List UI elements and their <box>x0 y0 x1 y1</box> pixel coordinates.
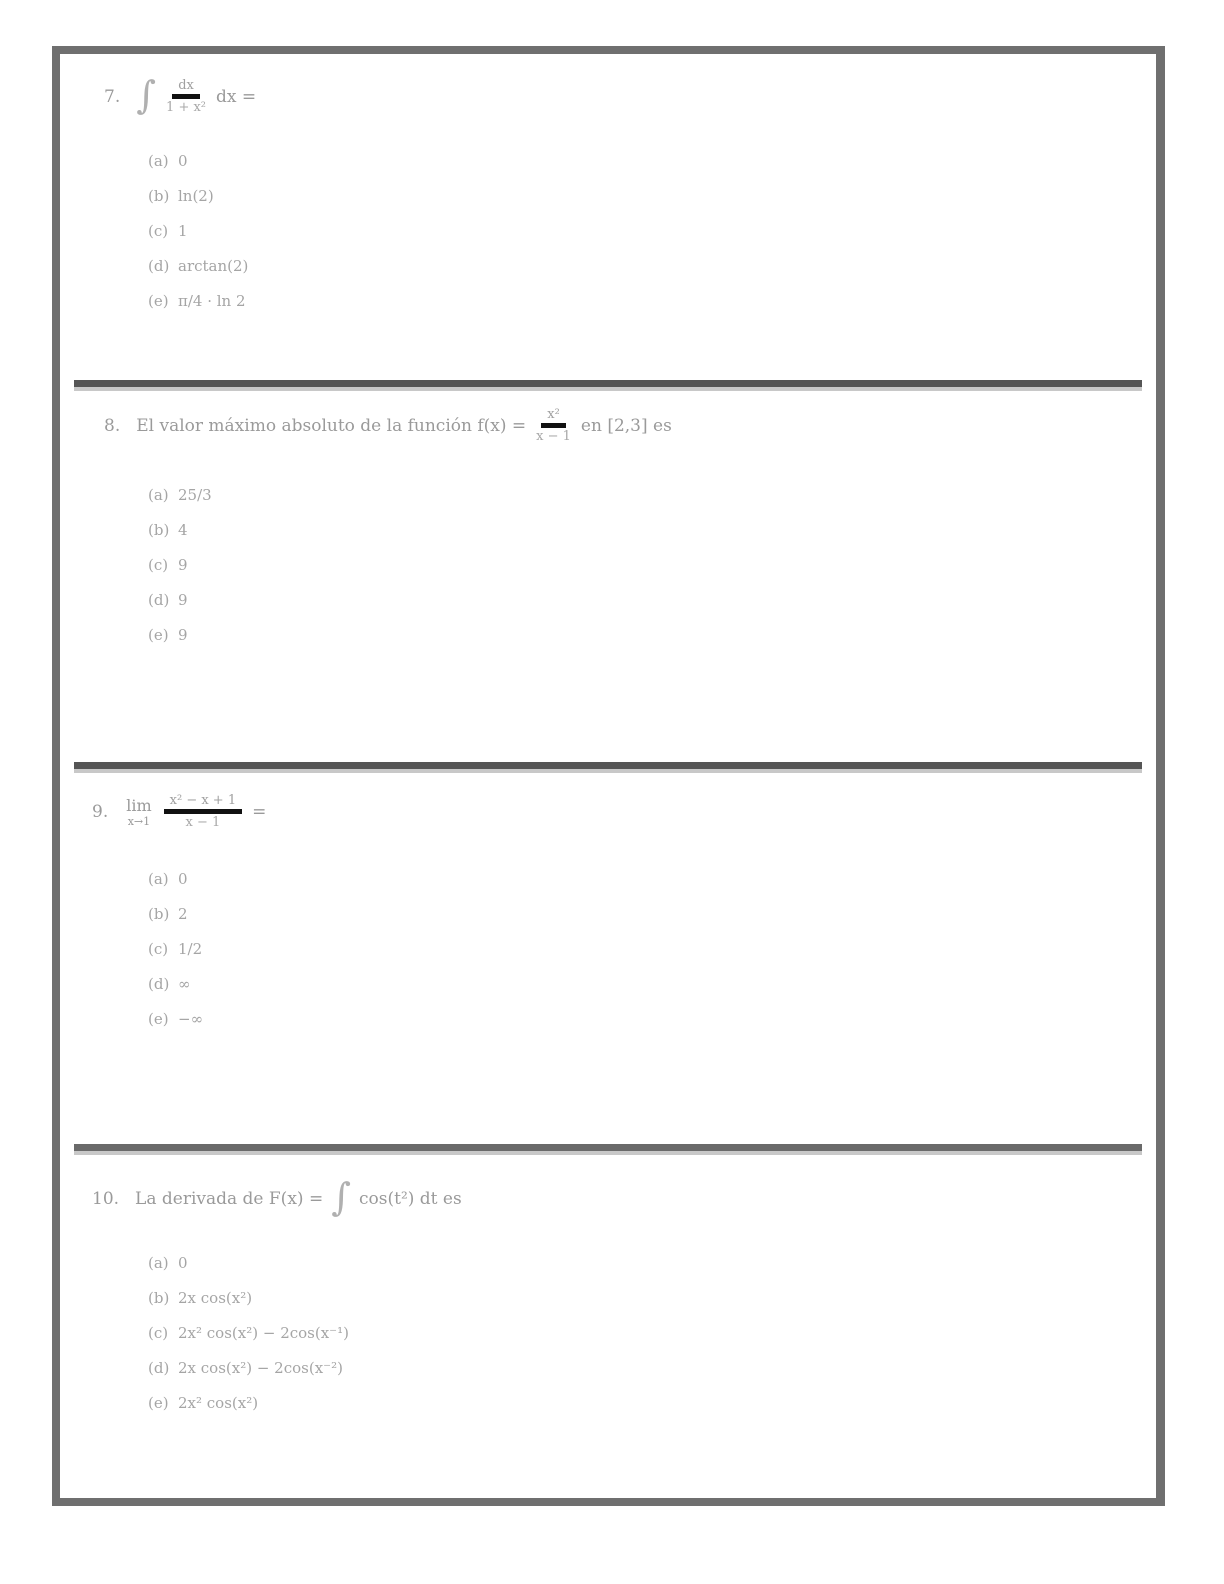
option-c[interactable]: (c) 9 <box>148 556 188 574</box>
option-b[interactable]: (b) 2 <box>148 905 188 923</box>
statement-suffix: dx = <box>216 87 257 107</box>
statement-prefix: El valor máximo absoluto de la función f(x) = <box>136 416 527 437</box>
option-d[interactable]: (d) 9 <box>148 591 188 609</box>
limit-operator <box>126 795 152 828</box>
fraction-numerator: dx <box>172 79 200 99</box>
integral-sign: ∫ <box>136 73 157 117</box>
option-a[interactable]: (a) 25/3 <box>148 486 212 504</box>
option-d[interactable]: (d) arctan(2) <box>148 257 249 275</box>
fraction <box>166 79 206 116</box>
option-a[interactable]: (a) 0 <box>148 152 188 170</box>
fraction-numerator: x² <box>541 408 566 428</box>
fraction-numerator: x² − x + 1 <box>164 794 242 814</box>
section-divider <box>74 762 1142 773</box>
section-divider <box>74 380 1142 391</box>
option-b[interactable]: (b) 4 <box>148 521 188 539</box>
option-c[interactable]: (c) 2x² cos(x²) − 2cos(x⁻¹) <box>148 1324 349 1342</box>
answer-options <box>148 862 203 1037</box>
answer-options <box>148 144 248 319</box>
question-number: 10. <box>92 1189 120 1209</box>
option-e[interactable]: (e) π/4 · ln 2 <box>148 292 246 310</box>
statement-suffix: = <box>252 802 267 823</box>
answer-options <box>148 1246 349 1421</box>
answer-options <box>148 478 212 653</box>
option-d[interactable]: (d) 2x cos(x²) − 2cos(x⁻²) <box>148 1359 343 1377</box>
statement-prefix: La derivada de F(x) = <box>135 1189 324 1209</box>
question-9-statement <box>92 794 270 831</box>
question-number: 9. <box>92 802 109 823</box>
fraction-denominator: x − 1 <box>536 429 571 445</box>
question-number: 8. <box>104 416 121 437</box>
question-8-statement <box>104 408 676 445</box>
statement-suffix: en [2,3] es <box>580 416 672 437</box>
integral-sign: ∫ <box>331 1175 351 1219</box>
question-number: 7. <box>104 87 121 107</box>
fraction-denominator: x − 1 <box>185 815 221 831</box>
option-c[interactable]: (c) 1 <box>148 222 188 240</box>
option-b[interactable]: (b) 2x cos(x²) <box>148 1289 253 1307</box>
exam-page-frame <box>52 46 1165 1506</box>
limit-subscript: x→1 <box>127 814 151 828</box>
fraction <box>536 408 571 445</box>
option-c[interactable]: (c) 1/2 <box>148 940 203 958</box>
limit-word: lim <box>126 795 152 815</box>
option-a[interactable]: (a) 0 <box>148 1254 188 1272</box>
option-e[interactable]: (e) 2x² cos(x²) <box>148 1394 259 1412</box>
section-divider <box>74 1144 1142 1155</box>
fraction <box>164 794 242 831</box>
option-d[interactable]: (d) ∞ <box>148 975 191 993</box>
statement-suffix: cos(t²) dt es <box>359 1189 462 1209</box>
option-a[interactable]: (a) 0 <box>148 870 188 888</box>
question-7-statement <box>104 73 260 117</box>
question-10-statement <box>92 1175 466 1219</box>
option-b[interactable]: (b) ln(2) <box>148 187 214 205</box>
fraction-denominator: 1 + x² <box>166 100 207 115</box>
option-e[interactable]: (e) 9 <box>148 626 188 644</box>
option-e[interactable]: (e) −∞ <box>148 1010 204 1028</box>
